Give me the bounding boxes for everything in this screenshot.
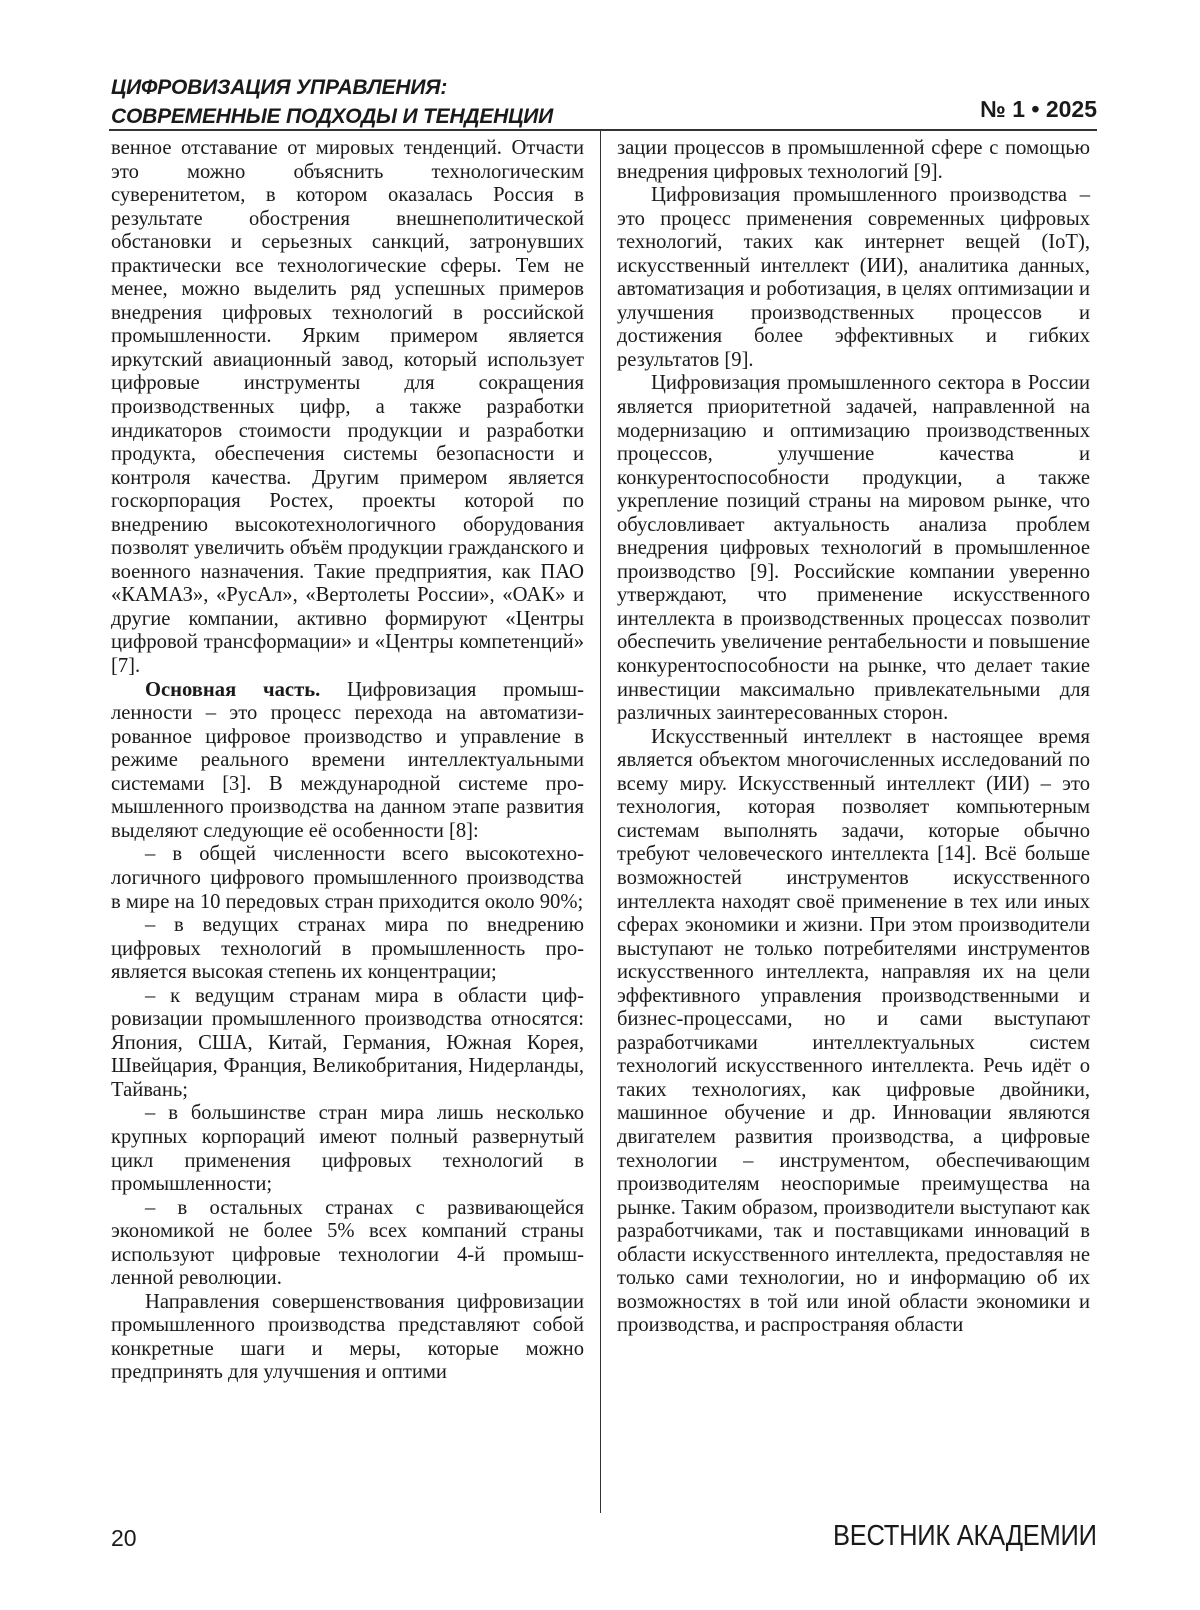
journal-name-footer: ВЕСТНИК АКАДЕМИИ	[833, 1520, 1097, 1552]
right-paragraph-2: Цифровизация промышленного производства – это процесс применения современных цифровых технологий, таких как интернет вещей (IoT), искусственный интеллект (ИИ), аналитика данных, автоматизация и роботизация, в целях оптимизации и улучшения производственных процессов и достижения более эффективных и гибких результатов [9].	[617, 184, 1090, 371]
list-item: – в общей численности всего высокотехнологичного цифрового промышленного производства в мире на 10 передовых стран приходится около 90%;	[111, 843, 584, 913]
right-column	[617, 137, 1090, 1338]
left-paragraph-3: Направления совершенствования цифровизации промышленного производства представляют собой конкретные шаги и меры, которые можно предпринять для улучшения и оптими	[111, 1290, 584, 1384]
left-paragraph-2	[111, 679, 584, 844]
right-paragraph-4: Искусственный интеллект в настоящее время является объектом многочисленных исследований по всему миру. Искусственный интеллект (ИИ) – это технология, которая позволяет компьютерным системам выполнять задачи, которые обычно требуют человеческого интеллекта [14]. Всё больше возможностей инструментов искусственного интеллекта находят своё применение в тех или иных сферах экономики и жизни. При этом производители выступают не только потребителями инструментов искусственного интеллекта, направляя их на цели эффективного управления производственными и бизнес-процессами, но и сами выступают разработчиками интеллектуальных систем технологий искусственного интеллекта. Речь идёт о таких технологиях, как цифровые двойники, машинное обучение и др. Инновации являются двигателем развития производства, а цифровые технологии – инструментом, обеспечивающим производителям неоспоримые преимущества на рынке. Таким образом, производители выступают как разработчиками, так и поставщиками инноваций в области искусственного интеллекта, предоставляя не только сами технологии, но и информацию об их возможностях в той или иной области экономики и производства, и распространяя области	[617, 725, 1090, 1337]
running-header-line-1: ЦИФРОВИЗАЦИЯ УПРАВЛЕНИЯ:	[111, 76, 448, 99]
right-paragraph-3: Цифровизация промышленного сектора в России является приоритетной задачей, направленной на модернизацию и оптимизацию производственных процессов, улучшение качества и конкурентоспособности продукции, а также укрепление позиций страны на мировом рынке, что обусловливает актуальность анализа проблем внедрения цифровых технологий в промышленное производство [9]. Российские компании уверенно утверждают, что применение искусственного интеллекта в производственных процессах позволит обеспечить увеличение рентабельности и повышение конкурентоспособности на рынке, что делает такие инвестиции максимально привлекательными для различных заинтересованных сторон.	[617, 372, 1090, 725]
left-column	[111, 137, 584, 1385]
list-item: – к ведущим странам мира в области цифровизации промышленного производства относятся: Япония, США, Китай, Германия, Южная Корея, Швейцария, Франция, Великобритания, Нидерланды, Тайвань;	[111, 984, 584, 1101]
issue-number: № 1 • 2025	[980, 96, 1097, 122]
running-header-title	[111, 73, 711, 131]
column-divider	[600, 131, 601, 1513]
running-header-line-2: СОВРЕМЕННЫЕ ПОДХОДЫ И ТЕНДЕНЦИИ	[111, 105, 554, 128]
header-rule	[109, 129, 1097, 131]
left-paragraph-1: венное отставание от мировых тенденций. Отчасти это можно объяснить технологическим суверенитетом, в котором оказалась Россия в результате обострения внешнеполитической обстановки и серьезных санкций, затронувших практически все технологические сферы. Тем не менее, можно выделить ряд успешных примеров внедрения цифровых технологий в российской промышленности. Ярким примером является иркутский авиационный завод, который использует цифровые инструменты для сокращения производственных цифр, а также разработки индикаторов стоимости продукции и разработки продукта, обеспечения системы безопасности и контроля качества. Другим примером является госкорпорация Ростех, проекты которой по внедрению высокотехнологичного оборудования позволят увеличить объём продукции гражданского и военного назначения. Такие предприятия, как ПАО «КАМАЗ», «РусАл», «Вертолеты России», «ОАК» и другие компании, активно формируют «Центры цифровой трансформации» и «Центры компетенций» [7].	[111, 137, 584, 678]
right-paragraph-1: зации процессов в промышленной сфере с помощью внедрения цифровых технологий [9].	[617, 137, 1090, 183]
page-number: 20	[111, 1525, 137, 1551]
list-item: – в большинстве стран мира лишь несколько крупных корпораций имеют полный развернутый цикл применения цифровых технологий в промышленности;	[111, 1102, 584, 1196]
list-item: – в ведущих странах мира по внедрению цифровых технологий в промышленность проявляется высокая степень их концентрации;	[111, 914, 584, 984]
left-paragraph-2-text: Цифровизация промышленности – это процесс перехода на автоматизированное цифровое производство и управление в режиме реального времени интеллектуальными системами [3]. В международной системе промышленного производства на данном этапе развития выделяют следующие её особенности [8]:	[111, 678, 584, 842]
list-item: – в остальных странах с развивающейся экономикой не более 5% всех компаний страны используют цифровые технологии 4-й промышленной революции.	[111, 1196, 584, 1290]
section-heading-main-part: Основная часть.	[145, 678, 321, 701]
